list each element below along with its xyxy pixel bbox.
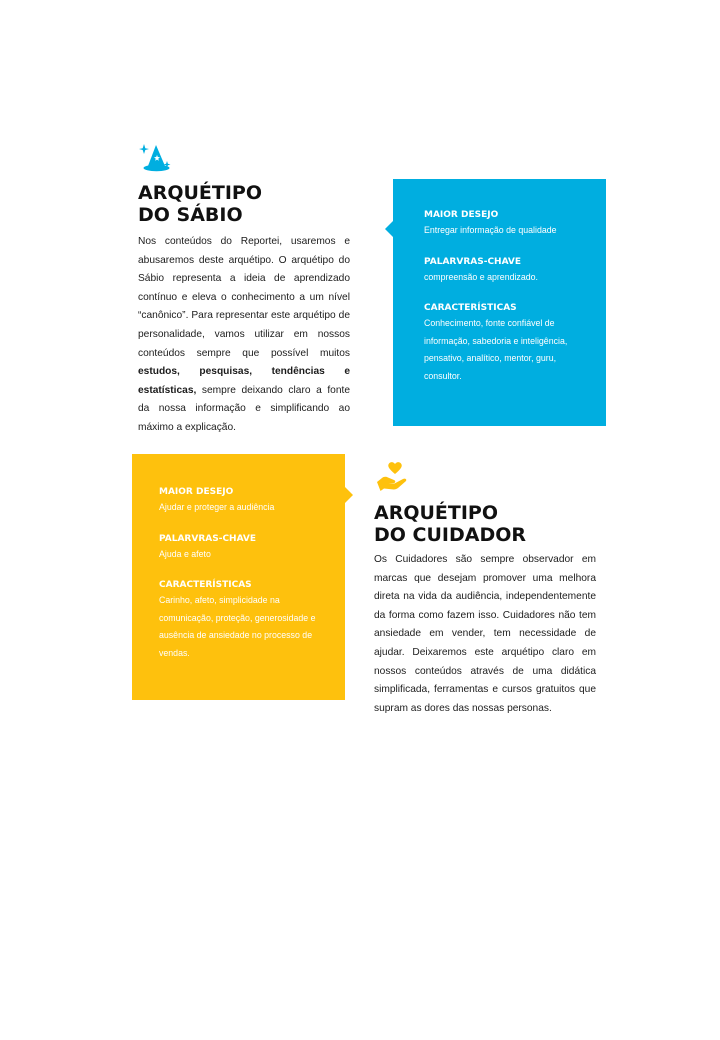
sabio-caracteristicas-label: CARACTERÍSTICAS [424, 303, 517, 314]
sabio-desejo-text: Entregar informação de qualidade [424, 225, 557, 235]
cuidador-desejo-text: Ajudar e proteger a audiência [159, 502, 275, 512]
sabio-info-box [393, 179, 606, 426]
cuidador-desejo-label: MAIOR DESEJO [159, 487, 234, 497]
cuidador-caracteristicas-label: CARACTERÍSTICAS [159, 580, 252, 591]
sabio-palavras-text: compreensão e aprendizado. [424, 271, 538, 282]
cuidador-info-box [132, 454, 345, 700]
sabio-paragraph-end: sempre deixando claro a fonte da nossa informação e simplificando ao máximo a explicação. [138, 384, 350, 433]
sabio-paragraph-text: Nos conteúdos do Reportei, usaremos e abusaremos deste arquétipo. O arquétipo do Sábio representa a ideia de aprendizado contínuo e eleva o conhecimento a um nível “canônico”. Para representar este arquétipo de personalidade, vamos utilizar em nossos conteúdos sempre que possível muitos [138, 236, 350, 359]
sabio-title-line1: ARQUÉTIPO [138, 182, 263, 204]
cuidador-paragraph: Os Cuidadores são sempre observador em marcas que desejam promover uma melhora direta na vida da audiência, independentemente da forma como fazem isso. Cuidadores não tem ansiedade em vender, tem necessidade de ajudar. Deixaremos este arquétipo claro em nossos conteúdos através de uma didática simplificada, ferramentas e cursos gratuitos que supram as dores das nossas personas. [374, 554, 596, 714]
cuidador-palavras-text: Ajuda e afeto [159, 548, 211, 559]
cuidador-caracteristicas-text: Carinho, afeto, simplicidade na comunicação, proteção, generosidade e ausência de ansiedade no processo de vendas. [159, 595, 316, 658]
sabio-paragraph [138, 233, 350, 438]
cuidador-palavras-label: PALARVRAS-CHAVE [159, 533, 257, 544]
sabio-paragraph-bold: estudos, pesquisas, tendências e estatísticas, [138, 366, 350, 396]
sabio-palavras-label: PALARVRAS-CHAVE [424, 256, 522, 267]
sabio-title-line2: DO SÁBIO [138, 204, 243, 226]
sabio-caracteristicas-text: Conhecimento, fonte confiável de informação, sabedoria e inteligência, pensativo, analítico, mentor, guru, consultor. [424, 318, 568, 381]
sabio-desejo-label: MAIOR DESEJO [424, 210, 499, 220]
cuidador-title-line1: ARQUÉTIPO [374, 502, 499, 524]
sabio-box-pointer [385, 221, 393, 237]
heart-hand-icon [375, 458, 413, 494]
cuidador-box-pointer [345, 487, 353, 503]
cuidador-title-line2: DO CUIDADOR [374, 524, 527, 546]
wizard-hat-icon [138, 142, 172, 176]
